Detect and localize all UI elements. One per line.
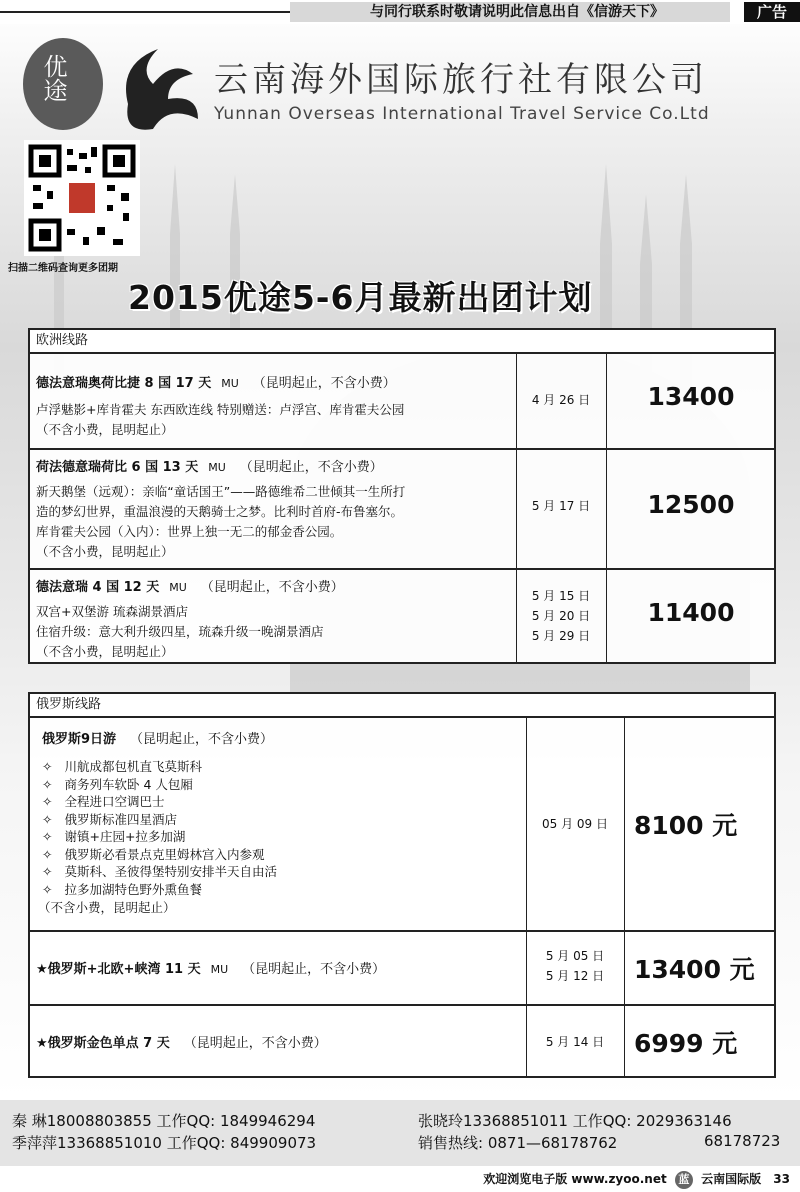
route-note: （昆明起止，不含小费） [242,962,386,977]
route-row[interactable] [30,354,774,450]
departure-dates: 5 月 15 日 5 月 20 日 5 月 29 日 [531,589,591,643]
brand-badge: 优途 [39,54,67,102]
route-note: （昆明起止，不含小费） [252,376,396,391]
edition-badge: 蓝 [675,1171,693,1189]
list-item: ✧ 全程进口空调巴士 [42,793,277,811]
page-title: 2015优途5-6月最新出团计划 [128,278,593,317]
route-footnote: （不含小费，昆明起止） [38,900,176,915]
route-title [36,576,344,595]
route-title [42,728,273,747]
top-notice-bar [0,0,800,24]
departure-dates: 5 月 17 日 [531,499,591,513]
sales-hotline: 销售热线: 0871—68178762 [418,1134,618,1152]
route-name: ★俄罗斯金色单点 7 天 [36,1036,170,1051]
contact-line: 季萍萍13368851010 工作QQ: 849909073 [12,1134,317,1152]
source-notice: 与同行联系时敬请说明此信息出自《信游天下》 [290,2,730,22]
ad-label: 广告 [744,2,800,22]
website-text: 欢迎浏览电子版 www.zyoo.net [483,1172,667,1186]
page-number: 33 [773,1172,790,1186]
qr-code[interactable] [24,140,140,256]
airline-code: MU [169,581,187,594]
route-title [36,456,383,475]
route-name: 荷法德意瑞荷比 6 国 13 天 [36,460,199,475]
footer-text [483,1170,790,1189]
page-footer [0,1166,800,1192]
route-price: 11400 [647,598,735,627]
feature-list [42,758,277,898]
departure-dates: 4 月 26 日 [531,393,591,407]
list-item: ✧ 莫斯科、圣彼得堡特别安排半天自由活 [42,863,277,881]
route-name: 德法意瑞 4 国 12 天 [36,580,160,595]
route-note: （昆明起止，不含小费） [200,580,344,595]
contact-line: 68178723 [704,1132,781,1150]
list-item: ✧ 商务列车软卧 4 人包厢 [42,776,277,794]
airline-code: MU [208,461,226,474]
route-description: 双宫+双堡游 琉森湖景酒店 住宿升级：意大利升级四星，琉森升级一晚湖景酒店 （不含小费，昆明起止） [36,604,324,659]
route-row[interactable] [30,718,774,932]
brand-header [0,24,800,136]
contact-line: 秦 琳18008803855 工作QQ: 1849946294 [12,1112,316,1130]
airline-code: MU [210,963,229,976]
route-title [36,958,385,977]
qr-code-icon [27,143,137,253]
qr-caption: 扫描二维码查询更多团期 [8,263,118,274]
airline-code: MU [221,377,239,390]
route-note: （昆明起止，不含小费） [183,1036,327,1051]
route-note: （昆明起止，不含小费） [130,732,274,747]
contact-line: 张晓玲13368851011 工作QQ: 2029363146 [418,1112,732,1130]
route-name: 俄罗斯9日游 [42,732,117,747]
europe-header: 欧洲线路 [30,330,774,354]
russia-header: 俄罗斯线路 [30,694,774,718]
route-row[interactable] [30,448,774,570]
contact-footer [0,1100,800,1166]
route-title [36,372,396,391]
departure-dates: 5 月 14 日 [545,1035,605,1049]
company-name-cn: 云南海外国际旅行社有限公司 [214,60,708,100]
route-description: 新天鹅堡（远观）：亲临“童话国王”——路德维希二世倾其一生所打 造的梦幻世界，重温浪漫的天鹅骑士之梦。比利时首府-布鲁塞尔。 库肯霍夫公园（入内）：世界上独一无二的郁金香公园。 （不含小费，昆明起止） [36,484,406,559]
route-name: 德法意瑞奥荷比捷 8 国 17 天 [36,376,212,391]
route-description: 卢浮魅影+库肯霍夫 东西欧连线 特别赠送：卢浮宫、库肯霍夫公园 （不含小费，昆明起止） [36,402,405,437]
route-row[interactable] [30,930,774,1006]
route-title [36,1032,327,1051]
list-item: ✧ 拉多加湖特色野外熏鱼餐 [42,881,277,899]
europe-routes-table [28,328,776,664]
route-price: 13400 元 [634,955,755,984]
route-price: 6999 元 [634,1029,738,1058]
list-item: ✧ 俄罗斯必看景点克里姆林宫入内参观 [42,846,277,864]
company-name-en: Yunnan Overseas International Travel Service Co.Ltd [214,104,710,124]
departure-dates: 5 月 05 日 5 月 12 日 [545,949,605,983]
route-row[interactable] [30,1004,774,1078]
route-price: 8100 元 [634,811,738,840]
russia-routes-table [28,692,776,1078]
route-price: 12500 [647,490,735,519]
list-item: ✧ 川航成都包机直飞莫斯科 [42,758,277,776]
section-name: 云南国际版 [701,1172,762,1186]
list-item: ✧ 谢镇+庄园+拉多加湖 [42,828,277,846]
route-row[interactable] [30,568,774,664]
route-note: （昆明起止，不含小费） [239,460,383,475]
divider [0,11,290,13]
route-name: ★俄罗斯+北欧+峡湾 11 天 [36,962,201,977]
list-item: ✧ 俄罗斯标准四星酒店 [42,811,277,829]
departure-dates: 05 月 09 日 [542,817,608,831]
route-price: 13400 [647,382,735,411]
